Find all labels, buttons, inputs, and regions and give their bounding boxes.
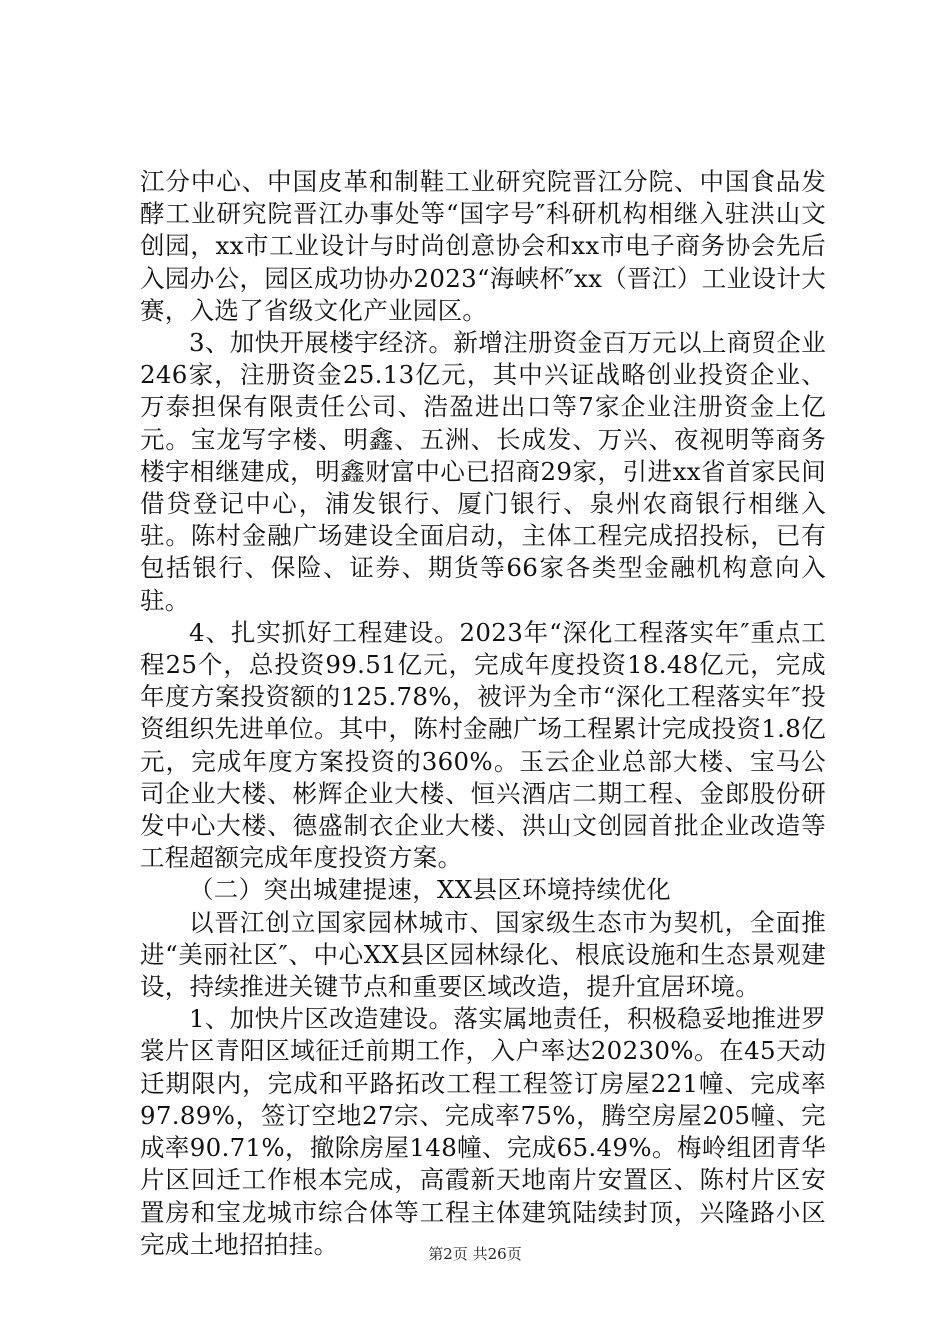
page-number-footer: 第2页 共26页 bbox=[428, 1245, 522, 1263]
paragraph-garden-city: 以晋江创立国家园林城市、国家级生态市为契机，全面推进“美丽社区″、中心XX县区园林绿化、根底设施和生态景观建设，持续推进关键节点和重要区域改造，提升宜居环境。 bbox=[140, 907, 826, 1002]
paragraph-continuation: 江分中心、中国皮革和制鞋工业研究院晋江分院、中国食品发酵工业研究院晋江办事处等“国字号″科研机构相继入驻洪山文创园，xx市工业设计与时尚创意协会和xx市电子商务协会先后入园办公，园区成功协办2023“海峡杯″xx（晋江）工业设计大赛，入选了省级文化产业园区。 bbox=[140, 167, 826, 325]
paragraph-project-construction: 4、扎实抓好工程建设。2023年“深化工程落实年″重点工程25个，总投资99.51亿元，完成年度投资18.48亿元，完成年度方案投资额的125.78%，被评为全市“深化工程落实年″投资组织先进单位。其中，陈村金融广场工程累计完成投资1.8亿元，完成年度方案投资的360%。玉云企业总部大楼、宝马公司企业大楼、彬辉企业大楼、恒兴酒店二期工程、金郎股份研发中心大楼、德盛制衣企业大楼、洪山文创园首批企业改造等工程超额完成年度投资方案。 bbox=[140, 617, 826, 873]
section-heading-urban-construction: （二）突出城建提速，XX县区环境持续优化 bbox=[189, 875, 671, 905]
paragraph-district-renovation: 1、加快片区改造建设。落实属地责任，积极稳妥地推进罗裳片区青阳区域征迁前期工作，入户率达20230%。在45天动迁期限内，完成和平路拓改工程工程签订房屋221幢、完成率97.89%，签订空地27宗、完成率75%，腾空房屋205幢、完成率90.71%，撤除房屋148幢、完成65.49%。梅岭组团青华片区回迁工作根本完成，高霞新天地南片安置区、陈村片区安置房和宝龙城市综合体等工程主体建筑陆续封顶，兴隆路小区完成土地招拍挂。 bbox=[140, 1004, 826, 1259]
paragraph-building-economy: 3、加快开展楼宇经济。新增注册资金百万元以上商贸企业246家，注册资金25.13亿元，其中兴证战略创业投资企业、万泰担保有限责任公司、浩盈进出口等7家企业注册资金上亿元。宝龙写字楼、明鑫、五洲、长成发、万兴、夜视明等商务楼宇相继建成，明鑫财富中心已招商29家，引进xx省首家民间借贷登记中心，浦发银行、厦门银行、泉州农商银行相继入驻。陈村金融广场建设全面启动，主体工程完成招投标，已有包括银行、保险、证券、期货等66家各类型金融机构意向入驻。 bbox=[140, 328, 826, 615]
document-body bbox=[140, 166, 826, 1261]
